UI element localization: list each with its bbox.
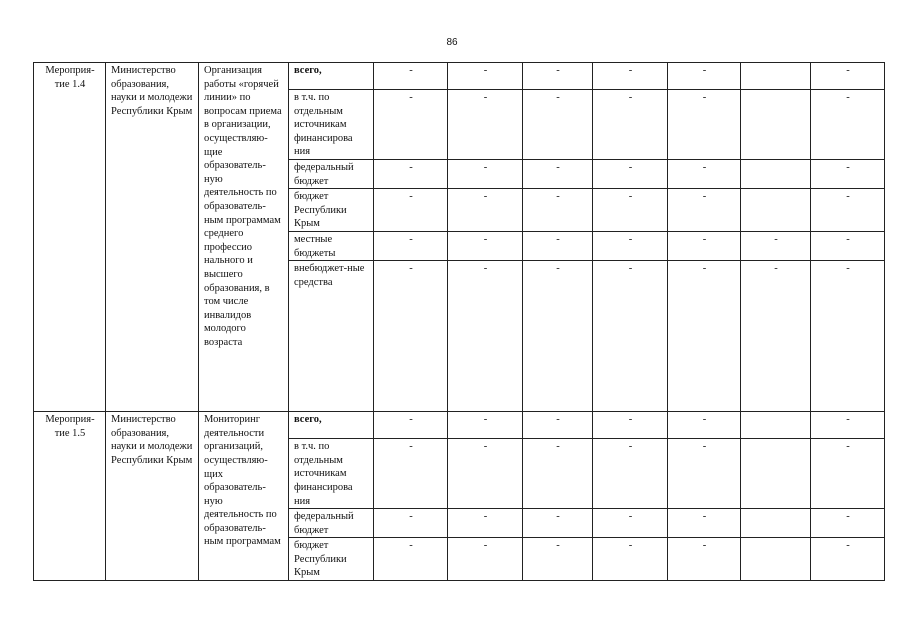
value-cell: - [448, 90, 523, 160]
value-cell: - [593, 159, 668, 188]
value-cell [741, 159, 811, 188]
executor-cell: Министерство образования, науки и молодежи Республики Крым [106, 412, 199, 581]
value-cell: - [374, 189, 448, 232]
value-cell: - [374, 63, 448, 90]
value-cell: - [741, 261, 811, 412]
value-cell: - [523, 412, 593, 439]
description-cell: Мониторинг деятельности организаций, осуществляю-щих образователь-ную деятельность по образователь-ным программам [199, 412, 289, 581]
value-cell: - [668, 90, 741, 160]
event-cell: Мероприя- тие 1.5 [34, 412, 106, 581]
value-cell: - [374, 509, 448, 538]
value-cell: - [811, 63, 885, 90]
value-cell: - [668, 189, 741, 232]
value-cell: - [448, 509, 523, 538]
value-cell: - [811, 231, 885, 260]
value-cell: - [668, 412, 741, 439]
value-cell [741, 90, 811, 160]
value-cell [741, 412, 811, 439]
value-cell: - [523, 63, 593, 90]
value-cell: - [668, 509, 741, 538]
funding-source-cell: в т.ч. по отдельным источникам финансирова ния [289, 90, 374, 160]
value-cell: - [374, 159, 448, 188]
executor-cell: Министерство образования, науки и молодежи Республики Крым [106, 63, 199, 412]
funding-source-cell: федеральный бюджет [289, 159, 374, 188]
value-cell: - [811, 189, 885, 232]
table-row [34, 63, 885, 90]
value-cell: - [523, 509, 593, 538]
value-cell: - [593, 189, 668, 232]
value-cell: - [523, 189, 593, 232]
value-cell: - [811, 509, 885, 538]
value-cell: - [448, 159, 523, 188]
funding-source-cell: внебюджет-ные средства [289, 261, 374, 412]
value-cell: - [811, 439, 885, 509]
table-row [34, 412, 885, 439]
value-cell: - [811, 90, 885, 160]
page-number: 86 [446, 37, 458, 48]
funding-source-cell [289, 412, 374, 439]
value-cell: - [811, 412, 885, 439]
value-cell [741, 538, 811, 581]
value-cell: - [593, 90, 668, 160]
value-cell: - [668, 261, 741, 412]
event-cell: Мероприя- тие 1.4 [34, 63, 106, 412]
value-cell: - [523, 231, 593, 260]
value-cell: - [448, 189, 523, 232]
table-body [34, 63, 885, 581]
value-cell [741, 189, 811, 232]
funding-source-cell: местные бюджеты [289, 231, 374, 260]
value-cell: - [593, 439, 668, 509]
value-cell: - [523, 159, 593, 188]
value-cell: - [593, 63, 668, 90]
value-cell: - [448, 231, 523, 260]
value-cell: - [374, 439, 448, 509]
value-cell: - [668, 63, 741, 90]
funding-source-label: всего, [294, 414, 322, 426]
funding-source-cell: федеральный бюджет [289, 509, 374, 538]
value-cell: - [811, 159, 885, 188]
value-cell: - [741, 231, 811, 260]
value-cell: - [448, 63, 523, 90]
value-cell: - [374, 261, 448, 412]
funding-source-cell [289, 63, 374, 90]
value-cell [741, 439, 811, 509]
value-cell: - [374, 90, 448, 160]
funding-source-cell: бюджет Республики Крым [289, 189, 374, 232]
value-cell: - [668, 538, 741, 581]
value-cell: - [523, 538, 593, 581]
value-cell: - [374, 231, 448, 260]
value-cell [741, 63, 811, 90]
value-cell: - [523, 261, 593, 412]
description-cell: Организация работы «горячей линии» по вопросам приема в организации, осуществляю-щие образователь-ную деятельность по образователь-ным программам среднего профессио нального и высшего образования, в том числе инвалидов молодого возраста [199, 63, 289, 412]
value-cell: - [811, 261, 885, 412]
value-cell: - [448, 261, 523, 412]
value-cell: - [448, 439, 523, 509]
value-cell: - [668, 439, 741, 509]
value-cell: - [523, 90, 593, 160]
value-cell: - [593, 261, 668, 412]
funding-source-label: всего, [294, 65, 322, 76]
value-cell: - [668, 159, 741, 188]
value-cell: - [593, 509, 668, 538]
value-cell: - [593, 231, 668, 260]
value-cell: - [811, 538, 885, 581]
value-cell [741, 509, 811, 538]
value-cell: - [448, 538, 523, 581]
value-cell: - [668, 231, 741, 260]
value-cell: - [374, 538, 448, 581]
budget-table [33, 62, 885, 581]
value-cell: - [593, 412, 668, 439]
value-cell: - [523, 439, 593, 509]
funding-source-cell: в т.ч. по отдельным источникам финансирова ния [289, 439, 374, 509]
value-cell: - [448, 412, 523, 439]
funding-source-cell: бюджет Республики Крым [289, 538, 374, 581]
value-cell: - [593, 538, 668, 581]
value-cell: - [374, 412, 448, 439]
